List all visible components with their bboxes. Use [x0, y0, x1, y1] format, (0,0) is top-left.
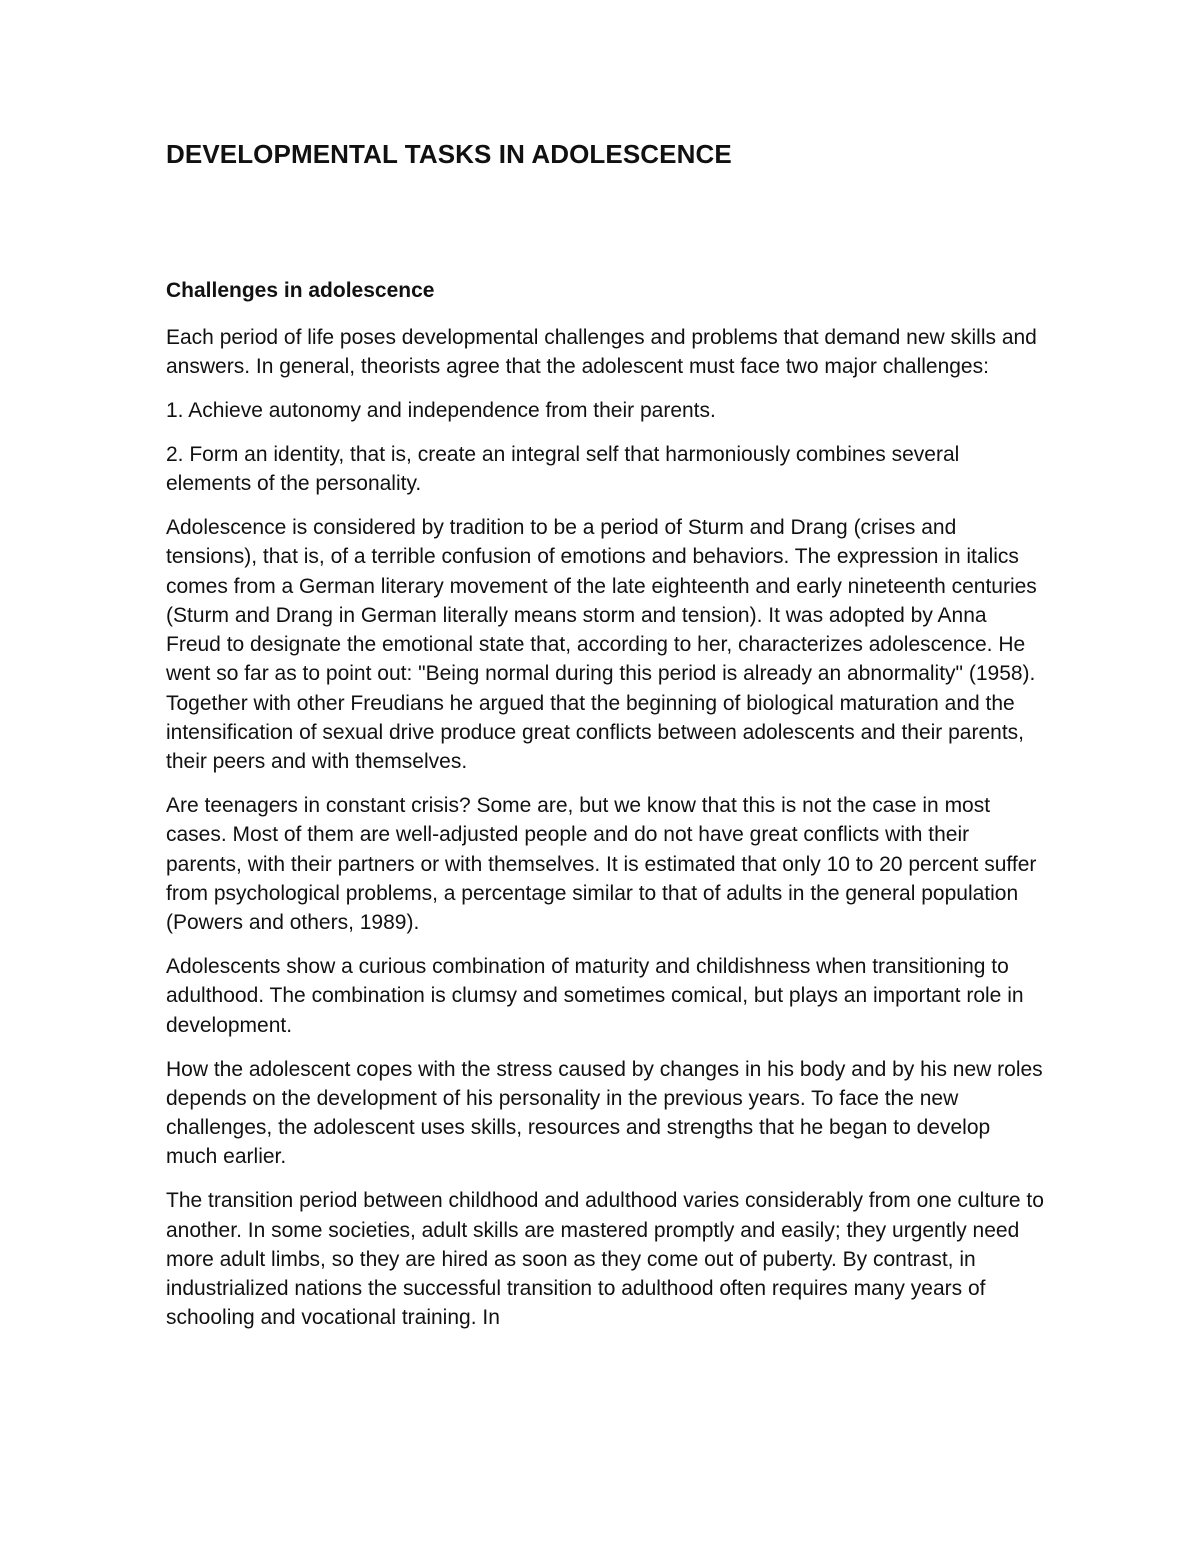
document-title: DEVELOPMENTAL TASKS IN ADOLESCENCE [166, 139, 732, 169]
paragraph: Adolescence is considered by tradition to be a period of Sturm and Drang (crises and tensions), that is, of a terrible confusion of emotions and behaviors. The expression in italics comes from a German literary movement of the late eighteenth and early nineteenth centuries (Sturm and Drang in German literally means storm and tension). It was adopted by Anna Freud to designate the emotional state that, according to her, characterizes adolescence. He went so far as to point out: "Being normal during this period is already an abnormality" (1958). Together with other Freudians he argued that the beginning of biological maturation and the intensification of sexual drive produce great conflicts between adolescents and their parents, their peers and with themselves. [166, 515, 1037, 774]
document-body [166, 323, 1046, 1347]
paragraph: The transition period between childhood and adulthood varies considerably from one culture to another. In some societies, adult skills are mastered promptly and easily; they urgently need more adult limbs, so they are hired as soon as they come out of puberty. By contrast, in industrialized nations the successful transition to adulthood often requires many years of schooling and vocational training. In [166, 1189, 1044, 1330]
section-heading: Challenges in adolescence [166, 279, 435, 302]
paragraph: Are teenagers in constant crisis? Some are, but we know that this is not the case in most cases. Most of them are well-adjusted people and do not have great conflicts with their parents, with their partners or with themselves. It is estimated that only 10 to 20 percent suffer from psychological problems, a percentage similar to that of adults in the general population (Powers and others, 1989). [166, 794, 1037, 935]
list-item: 1. Achieve autonomy and independence from their parents. [166, 399, 716, 423]
list-item: 2. Form an identity, that is, create an integral self that harmoniously combines several elements of the personality. [166, 442, 960, 496]
paragraph: How the adolescent copes with the stress caused by changes in his body and by his new roles depends on the development of his personality in the previous years. To face the new challenges, the adolescent uses skills, resources and strengths that he began to develop much earlier. [166, 1057, 1043, 1169]
paragraph: Each period of life poses developmental challenges and problems that demand new skills and answers. In general, theorists agree that the adolescent must face two major challenges: [166, 326, 1037, 379]
paragraph: Adolescents show a curious combination of maturity and childishness when transitioning to adulthood. The combination is clumsy and sometimes comical, but plays an important role in development. [166, 955, 1024, 1037]
